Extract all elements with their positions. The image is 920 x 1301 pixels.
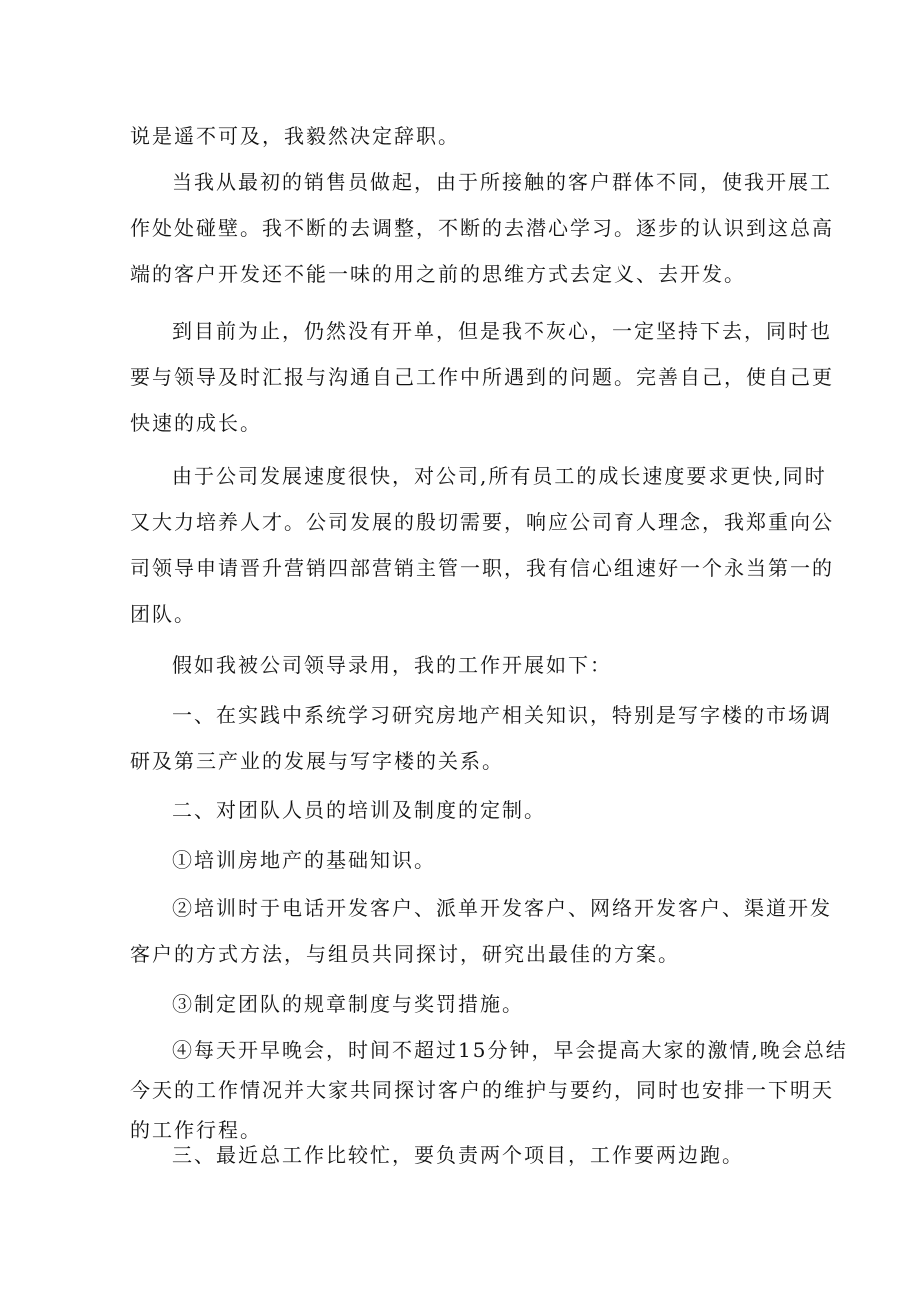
- text-line: 团队。: [130, 602, 196, 626]
- paragraph-work-plan-intro: [130, 642, 790, 688]
- text-line: ②培训时于电话开发客户、派单开发客户、网络开发客户、渠道开发: [172, 896, 832, 920]
- text-line: 要与领导及时汇报与沟通自己工作中所遇到的问题。完善自己，使自己更: [130, 365, 834, 389]
- paragraph-subitem-2: [130, 885, 832, 977]
- text-line: 快速的成长。: [130, 411, 262, 435]
- paragraph-resignation-end: [130, 113, 790, 159]
- text-line: 客户的方式方法，与组员共同探讨，研究出最佳的方案。: [130, 942, 680, 966]
- text-line: 今天的工作情况并大家共同探讨客户的维护与要约，同时也安排一下明天: [130, 1078, 834, 1102]
- paragraph-subitem-1: [130, 837, 790, 883]
- text-line: 二、对团队人员的培训及制度的定制。: [172, 798, 546, 822]
- text-line: 当我从最初的销售员做起，由于所接触的客户群体不同，使我开展工: [172, 170, 832, 194]
- text-line: 到目前为止，仍然没有开单，但是我不灰心，一定坚持下去，同时也: [172, 319, 832, 343]
- paragraph-item-two: [130, 787, 790, 833]
- text-line: 由于公司发展速度很快，对公司,所有员工的成长速度要求更快,同时: [172, 464, 827, 488]
- text-line: 研及第三产业的发展与写字楼的关系。: [130, 749, 504, 773]
- text-line: 一、在实践中系统学习研究房地产相关知识，特别是写字楼的市场调: [172, 703, 832, 727]
- paragraph-sales-experience: [130, 159, 834, 297]
- paragraph-item-three: [130, 1132, 790, 1178]
- paragraph-promotion-request: [130, 453, 834, 637]
- text-line: 假如我被公司领导录用，我的工作开展如下：: [172, 653, 612, 677]
- text-line: ③制定团队的规章制度与奖罚措施。: [172, 992, 524, 1016]
- text-line: 司领导申请晋升营销四部营销主管一职，我有信心组速好一个永当第一的: [130, 556, 834, 580]
- paragraph-no-deal-yet: [130, 308, 834, 446]
- paragraph-subitem-3: [130, 981, 790, 1027]
- text-line: 作处处碰壁。我不断的去调整，不断的去潜心学习。逐步的认识到这总高: [130, 216, 834, 240]
- text-line: 的工作行程。: [130, 1118, 262, 1142]
- text-line: 三、最近总工作比较忙，要负责两个项目，工作要两边跑。: [172, 1143, 744, 1167]
- text-line: ④每天开早晚会，时间不超过15分钟，早会提高大家的激情,晚会总结: [172, 1038, 848, 1062]
- text-line: 说是遥不可及，我毅然决定辞职。: [130, 124, 460, 148]
- text-line: 又大力培养人才。公司发展的殷切需要，响应公司育人理念，我郑重向公: [130, 510, 834, 534]
- text-line: 端的客户开发还不能一味的用之前的思维方式去定义、去开发。: [130, 262, 746, 286]
- text-line: ①培训房地产的基础知识。: [172, 848, 436, 872]
- paragraph-item-one: [130, 692, 832, 784]
